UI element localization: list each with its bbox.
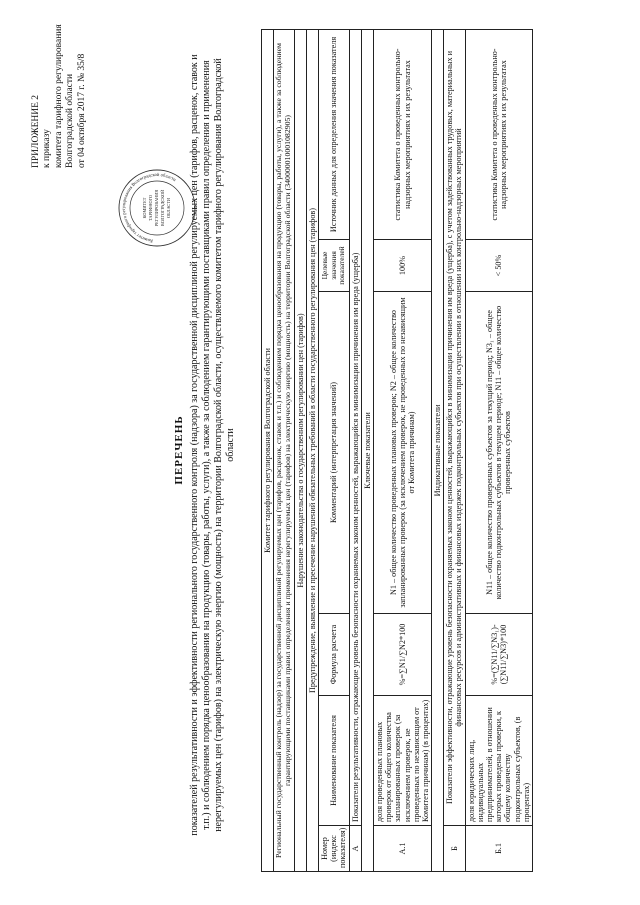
svg-text:ТАРИФНОГО: ТАРИФНОГО (148, 194, 153, 222)
header-target: Целевые значения показателей (319, 240, 350, 292)
document-subtitle: показателей результативности и эффективности регионального государственного контроля (надзора) за государственной дисциплиной регулируемых цен (тарифов, расценок, ставок и т.п.) и соблюдением порядка ценообразования на продукцию (товары, работы, услуги), а также за соблюдением гарантирующими поставщиками правил определения и применения нерегулируемых цен (тарифов) на электрическую энергию (мощность) на территории Волгоградской области, осуществляемого комитетом тарифного регулирования Волгоградской области (189, 54, 236, 836)
approval-line: комитета тарифного регулирования (53, 24, 64, 168)
row-b1-target: < 50% (465, 240, 532, 292)
approval-line: к приказу (42, 129, 53, 168)
header-source: Источник данных для определения значения показателя (319, 29, 350, 239)
row-a1-target: 100% (373, 240, 431, 292)
document-title: ПЕРЕЧЕНЬ (173, 415, 185, 485)
row-a1-name: доля проведенных плановых проверок от общего количества запланированных проверок (за исключением проверок, не проведенных по независящим от Комитета причинам) (в процентах) (373, 696, 431, 826)
row-a1-formula: %=∑N1/∑N2*100 (373, 614, 431, 696)
table-row (373, 29, 431, 871)
indicators-table (261, 29, 533, 872)
approval-line: ПРИЛОЖЕНИЕ 2 (31, 94, 41, 168)
org-row: Комитет тарифного регулирования Волгоградской области (262, 29, 274, 871)
section-b-index: Б (444, 826, 465, 872)
table-row (465, 29, 532, 871)
prevention-row: Предупреждение, выявление и пресечение нарушений обязательных требований в области государственного регулирования цен (тарифов) (306, 29, 318, 871)
svg-text:ОБЛАСТИ: ОБЛАСТИ (166, 198, 171, 218)
svg-text:Комитет тарифного регулировани: Комитет тарифного регулирования Волгоградской области (120, 171, 177, 244)
header-comment: Комментарий (интерпретация значений) (319, 292, 350, 614)
svg-text:КОМИТЕТ: КОМИТЕТ (142, 197, 147, 219)
row-b1-index: Б.1 (465, 826, 532, 872)
row-b1-source: статистика Комитета о проведенных контрольно-надзорных мероприятиях и их результатах (465, 29, 532, 239)
row-a1-index: А.1 (373, 826, 431, 872)
svg-text:ВОЛГОГРАДСКОЙ: ВОЛГОГРАДСКОЙ (160, 189, 165, 227)
function-row: Региональный государственный контроль (надзор) за государственной дисциплиной регулируемых цен (тарифов, расценок, ставок и т.п.) и соблюдением порядка ценообразования на продукцию (товары, работы, услуги), а также за соблюдением гарантирующими поставщиками правил определения и применения нерегулируемых цен (тарифов) на электрическую энергию (мощность) на территории Волгоградской области (340000010001082905) (274, 29, 294, 871)
section-b-title: Показатели эффективности, отражающие уровень безопасности охраняемых законом ценностей, выражающийся в минимизации причинения им вреда (ущерба), с учетом задействованных трудовых, материальных и финансовых ресурсов и административных и финансовых издержек подконтрольных субъектов при осуществлении в отношении них контрольно-надзорных мероприятий (444, 29, 465, 825)
svg-text:РЕГУЛИРОВАНИЯ: РЕГУЛИРОВАНИЯ (154, 189, 159, 227)
indicative-indicators-row: Индикативные показатели (432, 29, 444, 871)
section-a-title: Показатели результативности, отражающие уровень безопасности охраняемых законом ценностей, выражающийся в минимизации причинения им вреда (ущерба) (349, 29, 361, 825)
row-b1-comment: N11 – общее количество проверенных субъектов за текущий период; N3₁ – общее количество подконтрольных субъектов в текущем периоде; N11 – общее количество проверенных субъектов (465, 292, 532, 614)
approval-line: от 04 октября 2017 г. № 35/8 (76, 53, 87, 168)
row-a1-comment: N1 – общее количество проведенных плановых проверок; N2 – общее количество запланированных проверок (за исключением проверок, не проведенных по независящим от Комитета причинам) (373, 292, 431, 614)
row-a1-source: статистика Комитета о проведенных контрольно-надзорных мероприятиях и их результатах (373, 29, 431, 239)
row-b1-formula: %=(∑N11/∑N3₁)-(∑N11/∑N3)*100 (465, 614, 532, 696)
header-formula: Формула расчета (319, 614, 350, 696)
header-number: Номер (индекс показателя) (319, 826, 350, 872)
section-a-index: А (349, 826, 361, 872)
key-indicators-row: Ключевые показатели (361, 29, 373, 871)
header-name: Наименование показателя (319, 696, 350, 826)
row-b1-name: доля юридических лиц, индивидуальных предпринимателей, в отношении которых проведены проверки, к общему количеству подконтрольных субъектов, (в процентах) (465, 696, 532, 826)
approval-block (31, 18, 88, 168)
rotated-sheet (25, 20, 615, 880)
approval-line: Волгоградской области (65, 73, 76, 168)
violation-row: Нарушение законодательства о государственном регулировании цен (тарифов) (294, 29, 306, 871)
